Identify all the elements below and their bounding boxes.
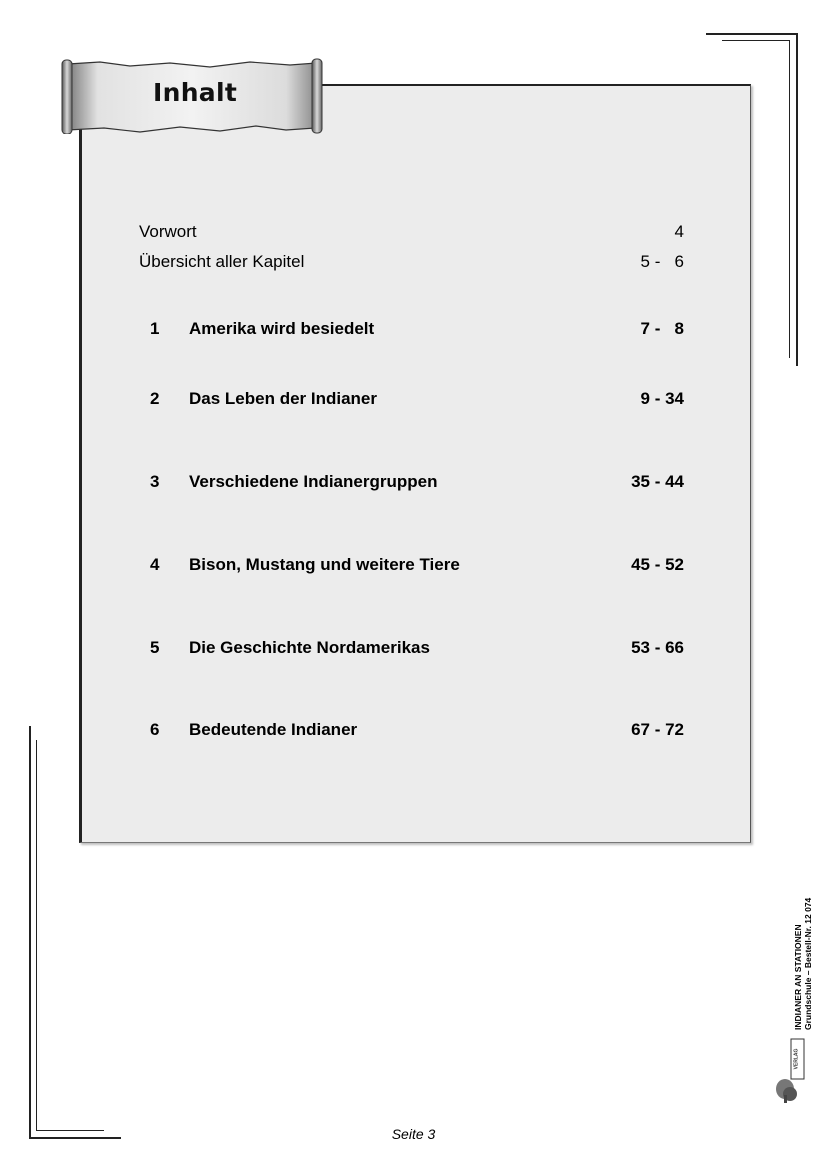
corner-frame-bottom-left-inner-v: [36, 740, 37, 1131]
toc-chapter-5: [139, 638, 684, 662]
chapter-number: 5: [150, 638, 160, 657]
toc-chapter-2: [139, 389, 684, 413]
toc-entry-pages: 4: [674, 222, 684, 241]
chapter-pages: 53 - 66: [631, 638, 684, 657]
corner-frame-bottom-left-outer-v: [29, 726, 31, 1139]
publisher-imprint: [793, 850, 813, 1030]
chapter-pages: 7 - 8: [640, 319, 684, 338]
corner-frame-top-right-inner-v: [789, 40, 790, 358]
corner-frame-top-right-outer-h: [706, 33, 798, 35]
tree-logo-icon: [774, 1037, 814, 1105]
logo-text: VERLAG: [793, 1048, 800, 1070]
corner-frame-top-right-inner-h: [722, 40, 790, 41]
publisher-logo: [774, 1037, 814, 1105]
imprint-order-number: Grundschule – Bestell-Nr. 12 074: [803, 897, 813, 1030]
chapter-title: Das Leben der Indianer: [189, 389, 377, 408]
toc-entry-uebersicht: [139, 252, 684, 276]
chapter-pages: 45 - 52: [631, 555, 684, 574]
toc-entry-pages: 5 - 6: [640, 252, 684, 271]
chapter-title: Amerika wird besiedelt: [189, 319, 375, 338]
chapter-title: Die Geschichte Nordamerikas: [189, 638, 430, 657]
chapter-pages: 9 - 34: [640, 389, 684, 408]
page-number: Seite 3: [391, 1126, 436, 1142]
chapter-number: 2: [150, 389, 160, 408]
imprint-title: INDIANER AN STATIONEN: [793, 924, 803, 1030]
toc-chapter-6: [139, 720, 684, 744]
toc-entry-label: Übersicht aller Kapitel: [139, 252, 305, 271]
toc-entry-label: Vorwort: [139, 222, 197, 241]
chapter-number: 3: [150, 472, 160, 491]
title-banner: [60, 58, 324, 134]
toc-entry-vorwort: [139, 222, 684, 246]
toc-chapter-4: [139, 555, 684, 579]
toc-chapter-3: [139, 472, 684, 496]
chapter-number: 1: [150, 319, 160, 338]
page-title: Inhalt: [153, 78, 238, 107]
chapter-number: 6: [150, 720, 160, 739]
chapter-title: Verschiedene Indianergruppen: [189, 472, 438, 491]
corner-frame-top-right-outer-v: [796, 33, 798, 366]
toc-chapter-1: [139, 319, 684, 343]
chapter-title: Bison, Mustang und weitere Tiere: [189, 555, 460, 574]
chapter-number: 4: [150, 555, 160, 574]
chapter-title: Bedeutende Indianer: [189, 720, 358, 739]
chapter-pages: 35 - 44: [631, 472, 684, 491]
chapter-pages: 67 - 72: [631, 720, 684, 739]
